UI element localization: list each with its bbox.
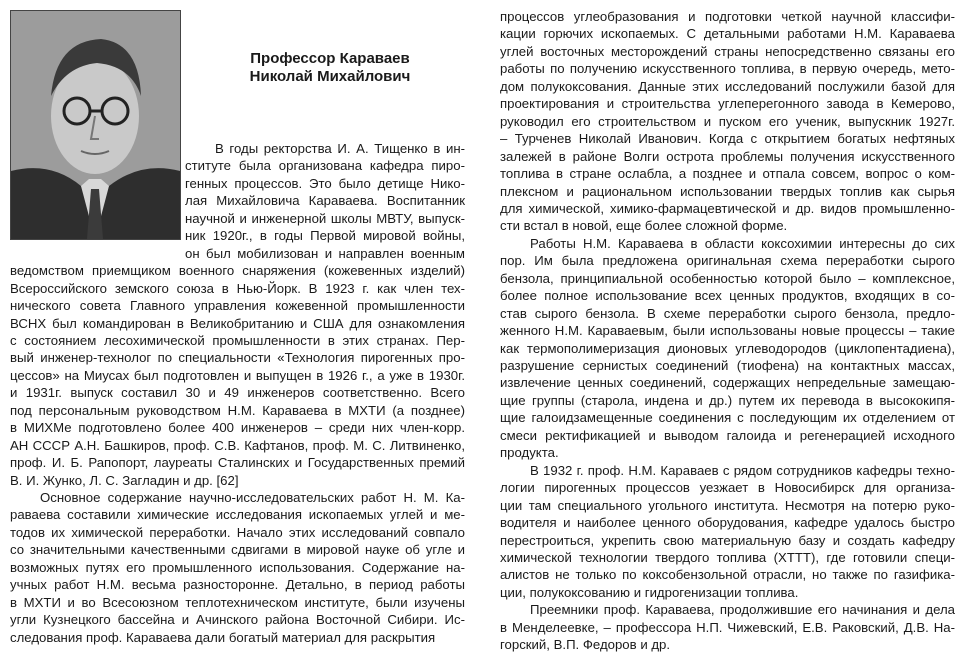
text-line: научной и инженерной школы МВТУ, выпуск- bbox=[185, 210, 465, 226]
text-line: Всероссийского земского союза в Нью-Йорк. В 1923 г. как член тех- bbox=[10, 280, 465, 296]
text-line: со значительными качественными сдвигами в мировой науке об угле и bbox=[10, 542, 465, 558]
text-line: сти встал в новой, еще более сложной форме. bbox=[500, 218, 788, 234]
text-line: водителя и наиболее ценного оборудования, кафедре удалось быстро bbox=[500, 515, 955, 531]
text-line: проф. И. Б. Рапопорт, лауреаты Сталинских и Государственных премий bbox=[10, 455, 465, 471]
text-line: перестроиться, укрепить свою материальную базу и создать кафедру bbox=[500, 532, 955, 548]
text-line: угли Кузнецкого бассейна и Ачинского района Восточной Сибири. Ис- bbox=[10, 612, 465, 628]
text-line: ции там специального угольного института. Несмотря на потерю руко- bbox=[500, 497, 955, 513]
portrait-photo bbox=[10, 10, 181, 240]
page-title bbox=[200, 50, 460, 86]
text-line: и 1931г. выпуск составил 30 и 49 инженеров соответственно. Всего bbox=[10, 385, 465, 401]
text-line: возможных путях его промышленного использования. Содержание на- bbox=[10, 559, 465, 575]
text-line: пор. Им была предложена оригинальная схема переработки сырого bbox=[500, 253, 955, 269]
text-line: логии пирогенных процессов уезжает в Новосибирск для организа- bbox=[500, 480, 955, 496]
text-line: нического совета Главного управления кожевенной промышленности bbox=[10, 298, 465, 314]
text-line: АН СССР А.Н. Башкиров, проф. С.В. Кафтанов, проф. М. С. Литвиненко, bbox=[10, 437, 465, 453]
text-line: углей восточных месторождений страны непосредственно связаны его bbox=[500, 43, 955, 59]
text-line: процессов углеобразования и подготовки четкой научной классифи- bbox=[500, 9, 955, 24]
text-line: В годы ректорства И. А. Тищенко в ин- bbox=[215, 141, 465, 156]
text-line: химической технологии твердого топлива (ХТТТ), где готовили специ- bbox=[500, 549, 955, 565]
text-line: генных процессов. Это было детище Нико- bbox=[185, 175, 465, 191]
text-line: под персональным руководством Н.М. Караваева в МХТИ (а позднее) bbox=[10, 402, 465, 418]
text-line: горский, В.П. Федоров и др. bbox=[500, 637, 671, 653]
text-line: он был мобилизован и направлен военным bbox=[185, 245, 465, 261]
text-line: учных работ Н.М. весьма разносторонне. Детально, в период работы bbox=[10, 577, 465, 593]
text-line: став сырого бензола. В схеме переработки сырого бензола, предло- bbox=[500, 305, 955, 321]
text-line: бензола, принципиальной особенностью которой было – комплексное, bbox=[500, 270, 955, 286]
text-line: плексном и рациональном использовании твердых топлив как сырья bbox=[500, 183, 955, 199]
text-line: лая Михайловича Караваева. Воспитанник bbox=[185, 193, 465, 209]
text-line: в МИХМе подготовлено более 400 инженеров – среди них член-корр. bbox=[10, 420, 465, 436]
text-line: женного Н.М. Караваевым, были использованы новые процессы – такие bbox=[500, 323, 955, 339]
title-line-1: Профессор Караваев bbox=[250, 50, 410, 67]
text-line: разрушение сернистых соединений (тиофена) на контактных массах, bbox=[500, 358, 955, 373]
text-line: Работы Н.М. Караваева в области коксохимии интересны до сих bbox=[530, 235, 955, 251]
text-line: раваева составили химические исследования ископаемых углей и ме- bbox=[10, 507, 465, 523]
text-line: руководил его строительством и пуском его ученик, выпускник 1927г. bbox=[500, 113, 955, 129]
text-line: в Менделеевке, – профессора Н.П. Чижевский, Е.В. Раковский, Д.В. На- bbox=[500, 619, 955, 635]
text-line: – Турченев Николай Иванович. Когда с открытием богатых нефтяных bbox=[500, 131, 955, 147]
text-line: щие группы (старола, индена и др.) путем их перевода в высококипя- bbox=[500, 392, 955, 408]
text-line: кации горючих ископаемых. С детальными работами Н.М. Караваева bbox=[500, 26, 955, 42]
text-line: в МХТИ и во Всесоюзном теплотехническом институте, были изучены bbox=[10, 594, 465, 610]
text-line: тодов их химической переработки. Начало этих исследований совпало bbox=[10, 524, 465, 540]
text-line: топлива в стране ослабла, а позднее и отпала совсем, вопрос о ком- bbox=[500, 166, 955, 182]
text-line: залежей в районе Волги острота проблемы получения искусственного bbox=[500, 148, 955, 164]
text-line: щие галоидзамещенные соединения с последующим их отделением от bbox=[500, 410, 955, 426]
text-line: проектирования и строительства углеперегонного завода в Кемерово, bbox=[500, 96, 955, 112]
text-line: Преемники проф. Караваева, продолжившие его начинания и дела bbox=[530, 602, 955, 618]
text-line: продукта. bbox=[500, 445, 559, 461]
text-line: ник 1920г., в годы Первой мировой войны, bbox=[185, 228, 465, 244]
text-line: ституте была организована кафедра пиро- bbox=[185, 158, 465, 174]
text-line: Основное содержание научно-исследовательских работ Н. М. Ка- bbox=[40, 490, 465, 505]
text-line: вый инженер-технолог по специальности «Технология пирогенных про- bbox=[10, 350, 465, 366]
text-line: смеси ректификацией и выводом галоида и регенерацией исходного bbox=[500, 427, 955, 443]
text-line: ведомством приемщиком военного снаряжения (кожевенных изделий) bbox=[10, 263, 465, 279]
title-line-2: Николай Михайлович bbox=[249, 68, 411, 85]
portrait-photo-icon bbox=[11, 11, 180, 239]
text-line: с состоянием лесохимической промышленности в этих странах. Пер- bbox=[10, 332, 465, 348]
text-line: В. И. Жунко, Л. С. Загладин и др. [62] bbox=[10, 472, 239, 488]
text-line: дом полукоксования. Данные этих исследований послужили базой для bbox=[500, 78, 955, 94]
text-line: ции, полукоксованию и гидрогенизации топлива. bbox=[500, 584, 799, 600]
text-line: как термополимеризация дионовых углеводородов (циклопентадиена), bbox=[500, 340, 955, 356]
text-line: работы по получению искусственного топлива, в первую очередь, мето- bbox=[500, 61, 955, 77]
text-line: В 1932 г. проф. Н.М. Караваев с рядом сотрудников кафедры техно- bbox=[530, 462, 955, 478]
text-line: следования проф. Караваева дали богатый материал для раскрытия bbox=[10, 629, 436, 645]
text-line: цессов» на Миусах был подготовлен и выпущен в 1926 г., а уже в 1930г. bbox=[10, 367, 465, 383]
text-line: извлечение ценных соединений, содержащих непредельные замещаю- bbox=[500, 375, 955, 391]
text-line: более полное использование всех ценных продуктов, входящих в со- bbox=[500, 288, 955, 304]
text-line: алистов не только по коксобензольной отрасли, но также по газифика- bbox=[500, 567, 955, 583]
text-line: для химической, химико-фармацевтической и др. видов промышленно- bbox=[500, 200, 955, 216]
text-line: ВСНХ был командирован в Великобританию и США для ознакомления bbox=[10, 315, 465, 331]
